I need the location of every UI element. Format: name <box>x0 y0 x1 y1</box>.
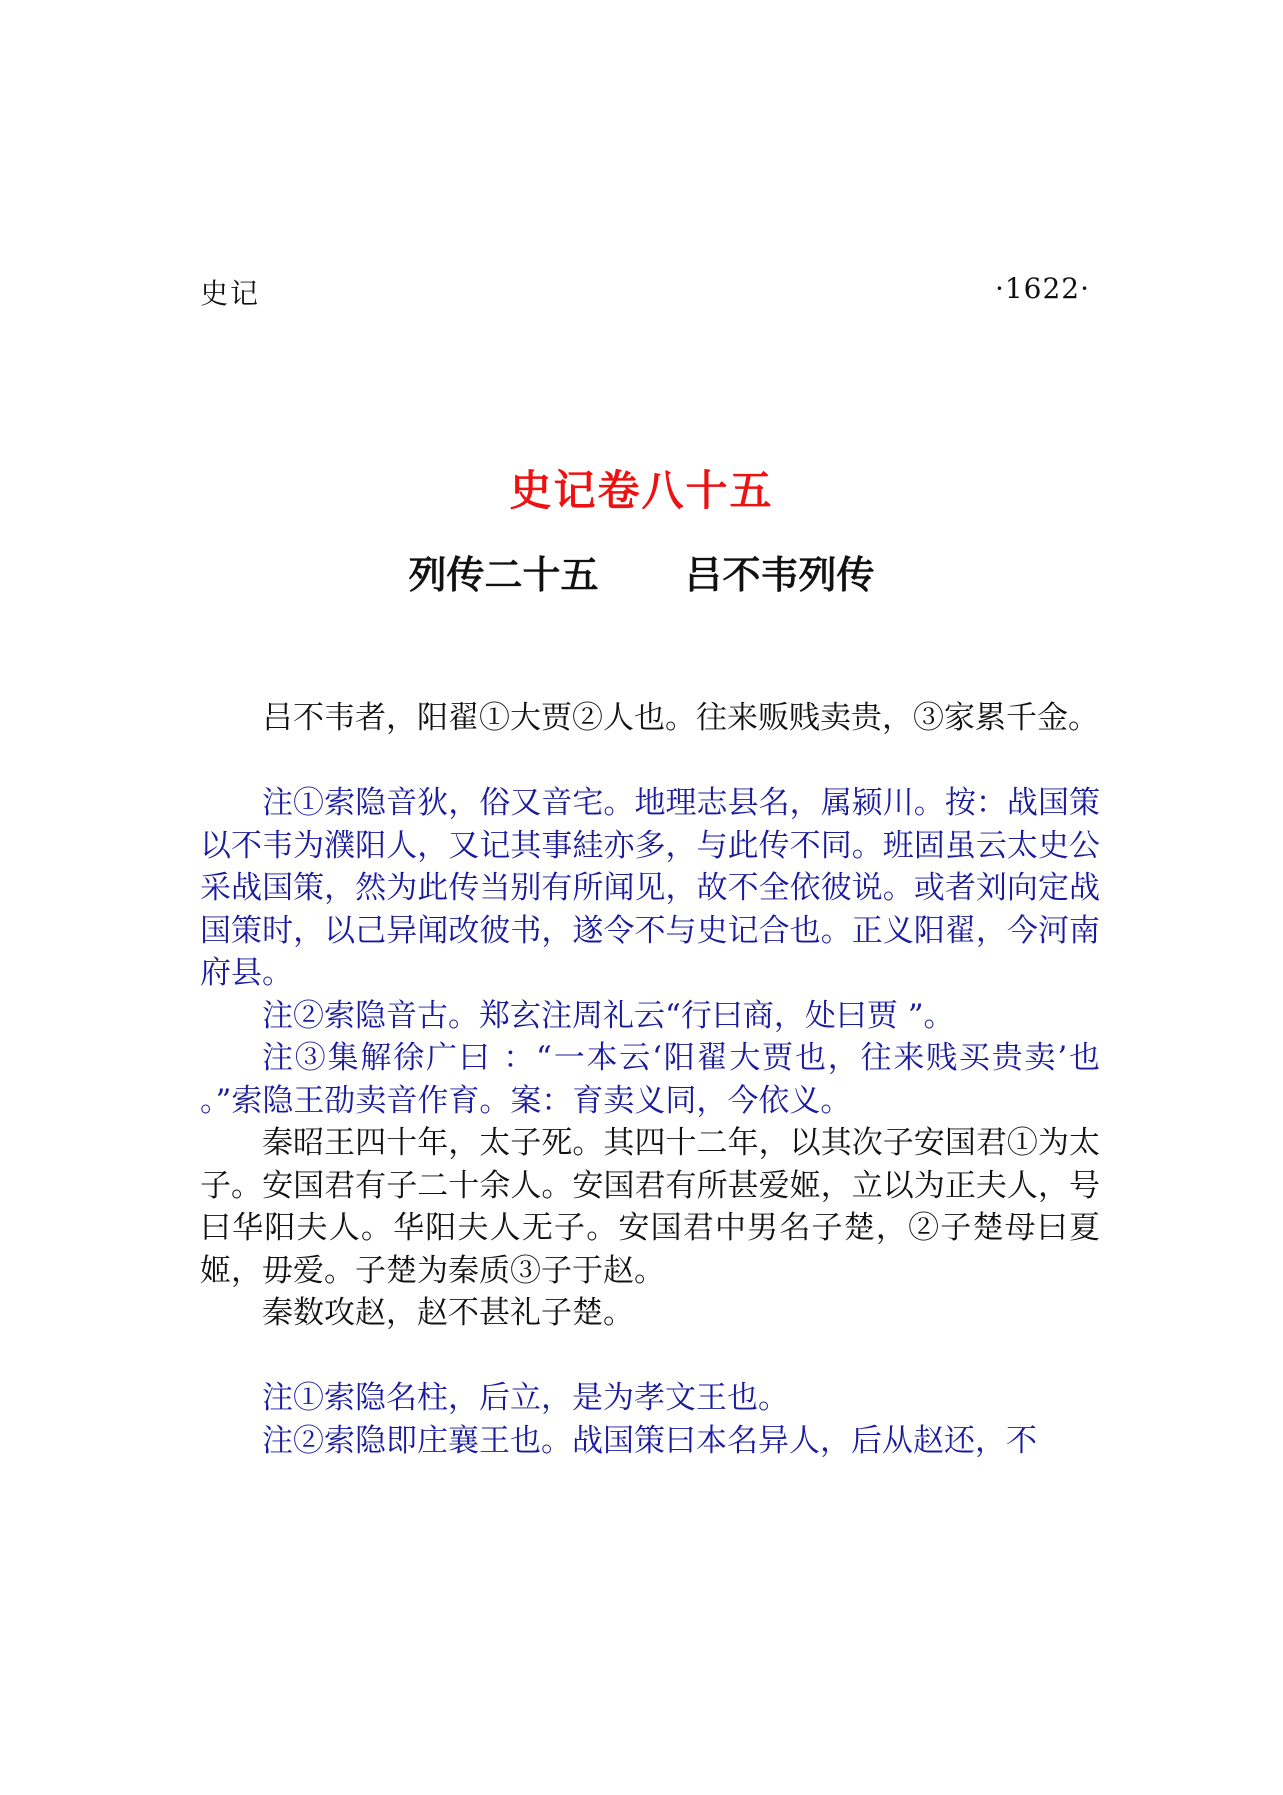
body-paragraph: 吕不韦者，阳翟①大贾②人也。往来贩贱卖贵，③家累千金。 <box>262 700 1099 736</box>
annotation-paragraph: 注②索隐音古。郑玄注周礼云“行曰商，处曰贾 ”。 <box>262 997 955 1034</box>
chapter-name: 吕不韦列传 <box>684 553 875 597</box>
annotation-paragraph: 注①索隐音狄，俗又音宅。地理志县名，属颍川。按：战国策以不韦为濮阳人，又记其事絓亦多，与此传不同。班固虽云太史公采战国策，然为此传当别有所闻见，故不全依彼说。或者刘向定战国策时，以己异闻改彼书，遂令不与史记合也。正义阳翟，今河南府县。 <box>200 785 1100 991</box>
body-paragraph: 秦昭王四十年，太子死。其四十二年，以其次子安国君①为太子。安国君有子二十余人。安国君有所甚爱姬，立以为正夫人，号曰华阳夫人。华阳夫人无子。安国君中男名子楚，②子楚母曰夏姬，毋爱。子楚为秦质③子于赵。 <box>200 1125 1100 1289</box>
annotation-paragraph: 注①索隐名柱，后立，是为孝文王也。 <box>262 1380 789 1416</box>
running-header-title: 史记 <box>200 277 261 310</box>
chapter-part: 列传二十五 <box>408 553 599 597</box>
page-number: ·1622· <box>994 272 1090 305</box>
body-paragraph: 秦数攻赵，赵不甚礼子楚。 <box>262 1295 634 1331</box>
annotation-paragraph: 注③集解徐广曰 ：“一本云‘阳翟大贾也，往来贱买贵卖’也 。”索隐王劭卖音作育。案：育卖义同，今依义。 <box>200 1040 1100 1119</box>
main-text <box>200 697 1100 1462</box>
volume-title: 史记卷八十五 <box>509 466 774 515</box>
chapter-title <box>0 544 1283 599</box>
annotation-paragraph: 注②索隐即庄襄王也。战国策曰本名异人，后从赵还，不 <box>262 1422 1037 1459</box>
